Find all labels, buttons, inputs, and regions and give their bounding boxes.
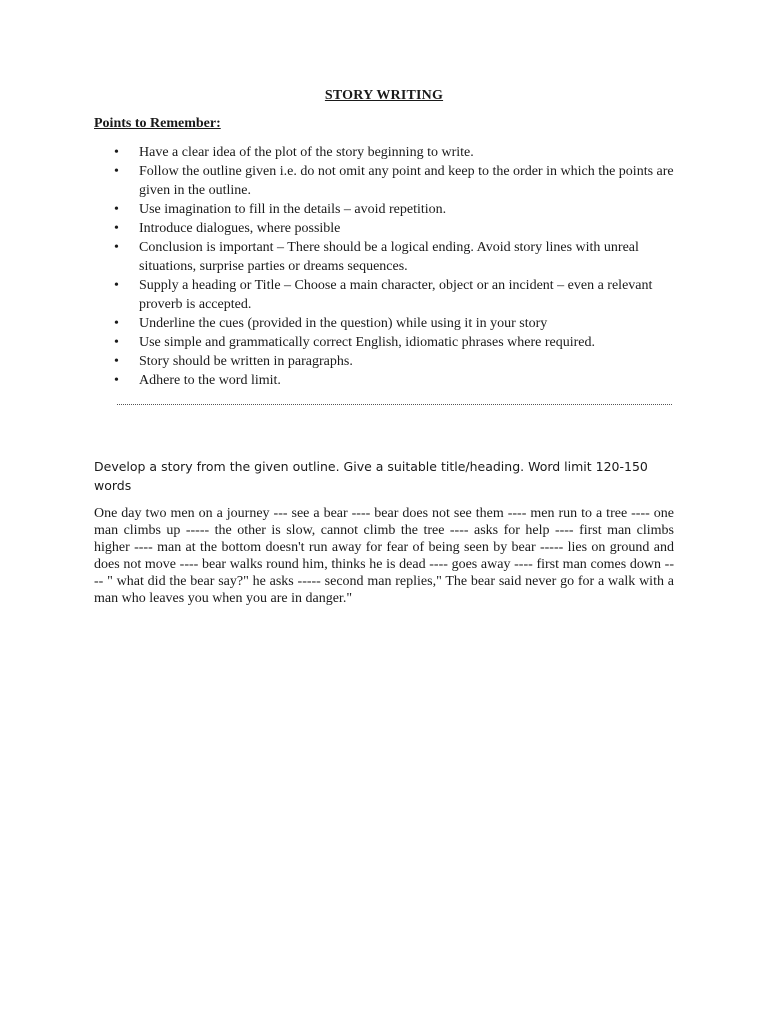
point-item: • Underline the cues (provided in the question) while using it in your story <box>114 314 684 333</box>
point-item: • Adhere to the word limit. <box>114 371 684 390</box>
point-item: • Follow the outline given i.e. do not omit any point and keep to the order in which the points are given in the outline. <box>114 162 684 200</box>
point-item: • Story should be written in paragraphs. <box>114 352 684 371</box>
dotted-divider <box>117 404 672 405</box>
point-item: • Have a clear idea of the plot of the story beginning to write. <box>114 143 684 162</box>
point-item: • Introduce dialogues, where possible <box>114 219 684 238</box>
point-item: • Conclusion is important – There should be a logical ending. Avoid story lines with unreal situations, surprise parties or dreams sequences. <box>114 238 684 276</box>
document-title: STORY WRITING <box>324 88 444 103</box>
points-list <box>114 143 684 390</box>
point-item: • Supply a heading or Title – Choose a main character, object or an incident – even a relevant proverb is accepted. <box>114 276 684 314</box>
point-item: • Use imagination to fill in the details – avoid repetition. <box>114 200 684 219</box>
points-heading: Points to Remember: <box>94 116 221 131</box>
point-item: • Use simple and grammatically correct English, idiomatic phrases where required. <box>114 333 684 352</box>
task-prompt: Develop a story from the given outline. Give a suitable title/heading. Word limit 120-150 words <box>94 459 648 493</box>
story-outline: One day two men on a journey --- see a bear ---- bear does not see them ---- men run to a tree ---- one man climbs up ----- the other is slow, cannot climb the tree ---- asks for help ---- first man climbs higher ---- man at the bottom doesn't run away for fear of being seen by bear ----- lies on ground and does not move ---- bear walks round him, thinks he is dead ---- goes away ---- first man comes down ---- " what did the bear say?" he asks ----- second man replies," The bear said never go for a walk with a man who leaves you when you are in danger." <box>94 506 674 606</box>
